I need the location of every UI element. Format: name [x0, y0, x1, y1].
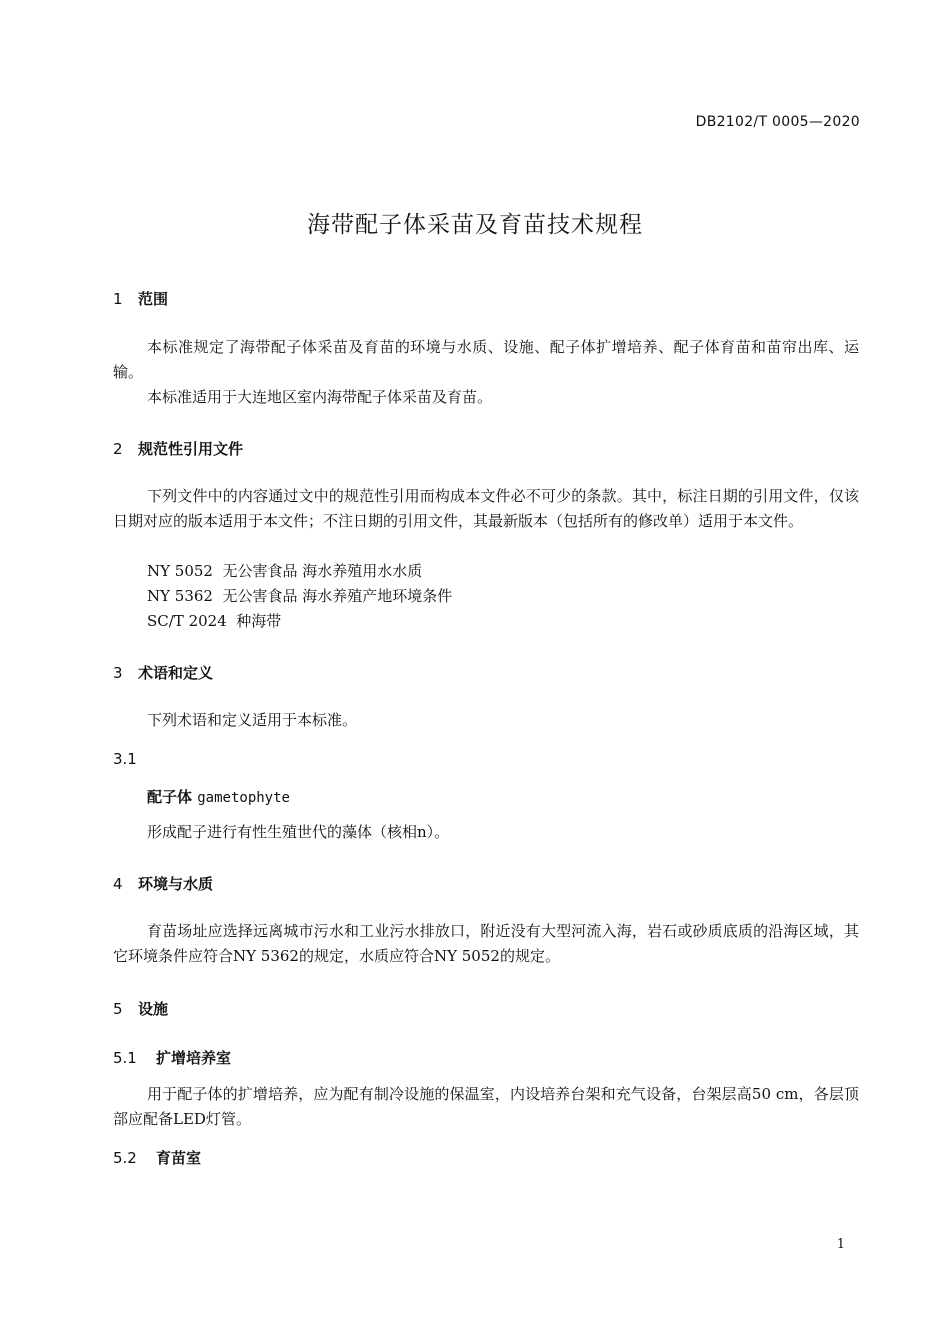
section-title: 规范性引用文件: [138, 440, 244, 458]
section-3-paragraph-1: 下列术语和定义适用于本标准。: [147, 711, 358, 729]
subsection-5-1-paragraph: 用于配子体的扩增培养，应为配有制冷设施的保温室，内设培养台架和充气设备，台架层高50 cm，各层顶部应配备LED灯管。: [113, 1085, 859, 1128]
term-english: gametophyte: [197, 790, 290, 806]
section-5-heading: [113, 998, 168, 1019]
section-1-paragraph-1: 本标准规定了海带配子体采苗及育苗的环境与水质、设施、配子体扩增培养、配子体育苗和苗帘出库、运输。: [113, 338, 859, 381]
term-entry: [147, 786, 290, 807]
section-2-heading: [113, 438, 243, 459]
standard-code: DB2102/T 0005—2020: [695, 114, 860, 130]
document-title: 海带配子体采苗及育苗技术规程: [307, 212, 643, 238]
section-number: 2: [113, 440, 123, 458]
section-title: 设施: [138, 1000, 169, 1018]
subsection-number: 5.1: [113, 1049, 137, 1067]
section-2-paragraph-1: 下列文件中的内容通过文中的规范性引用而构成本文件必不可少的条款。其中，标注日期的引用文件，仅该日期对应的版本适用于本文件；不注日期的引用文件，其最新版本（包括所有的修改单）适用于本文件。: [113, 487, 859, 530]
subsection-title: 育苗室: [156, 1149, 202, 1167]
reference-item: NY 5052 无公害食品 海水养殖用水水质: [147, 562, 423, 580]
subsection-3-1-number: 3.1: [113, 750, 137, 768]
section-4-heading: [113, 873, 213, 894]
section-3-heading: [113, 662, 213, 683]
subsection-title: 扩增培养室: [156, 1049, 232, 1067]
section-number: 1: [113, 290, 123, 308]
section-number: 5: [113, 1000, 123, 1018]
term-chinese: 配子体: [147, 788, 193, 806]
section-number: 3: [113, 664, 123, 682]
section-1-heading: [113, 288, 168, 309]
reference-item: SC/T 2024 种海带: [147, 612, 282, 630]
reference-item: NY 5362 无公害食品 海水养殖产地环境条件: [147, 587, 453, 605]
subsection-number: 5.2: [113, 1149, 137, 1167]
page-number: 1: [836, 1237, 845, 1252]
section-title: 范围: [138, 290, 169, 308]
subsection-5-1-heading: [113, 1047, 231, 1068]
term-definition: 形成配子进行有性生殖世代的藻体（核相n）。: [147, 823, 450, 841]
section-number: 4: [113, 875, 123, 893]
section-4-paragraph-1: 育苗场址应选择远离城市污水和工业污水排放口，附近没有大型河流入海，岩石或砂质底质的沿海区域，其它环境条件应符合NY 5362的规定，水质应符合NY 5052的规定。: [113, 922, 859, 965]
section-title: 环境与水质: [138, 875, 214, 893]
subsection-5-2-heading: [113, 1147, 201, 1168]
section-1-paragraph-2: 本标准适用于大连地区室内海带配子体采苗及育苗。: [147, 388, 493, 406]
section-title: 术语和定义: [138, 664, 214, 682]
